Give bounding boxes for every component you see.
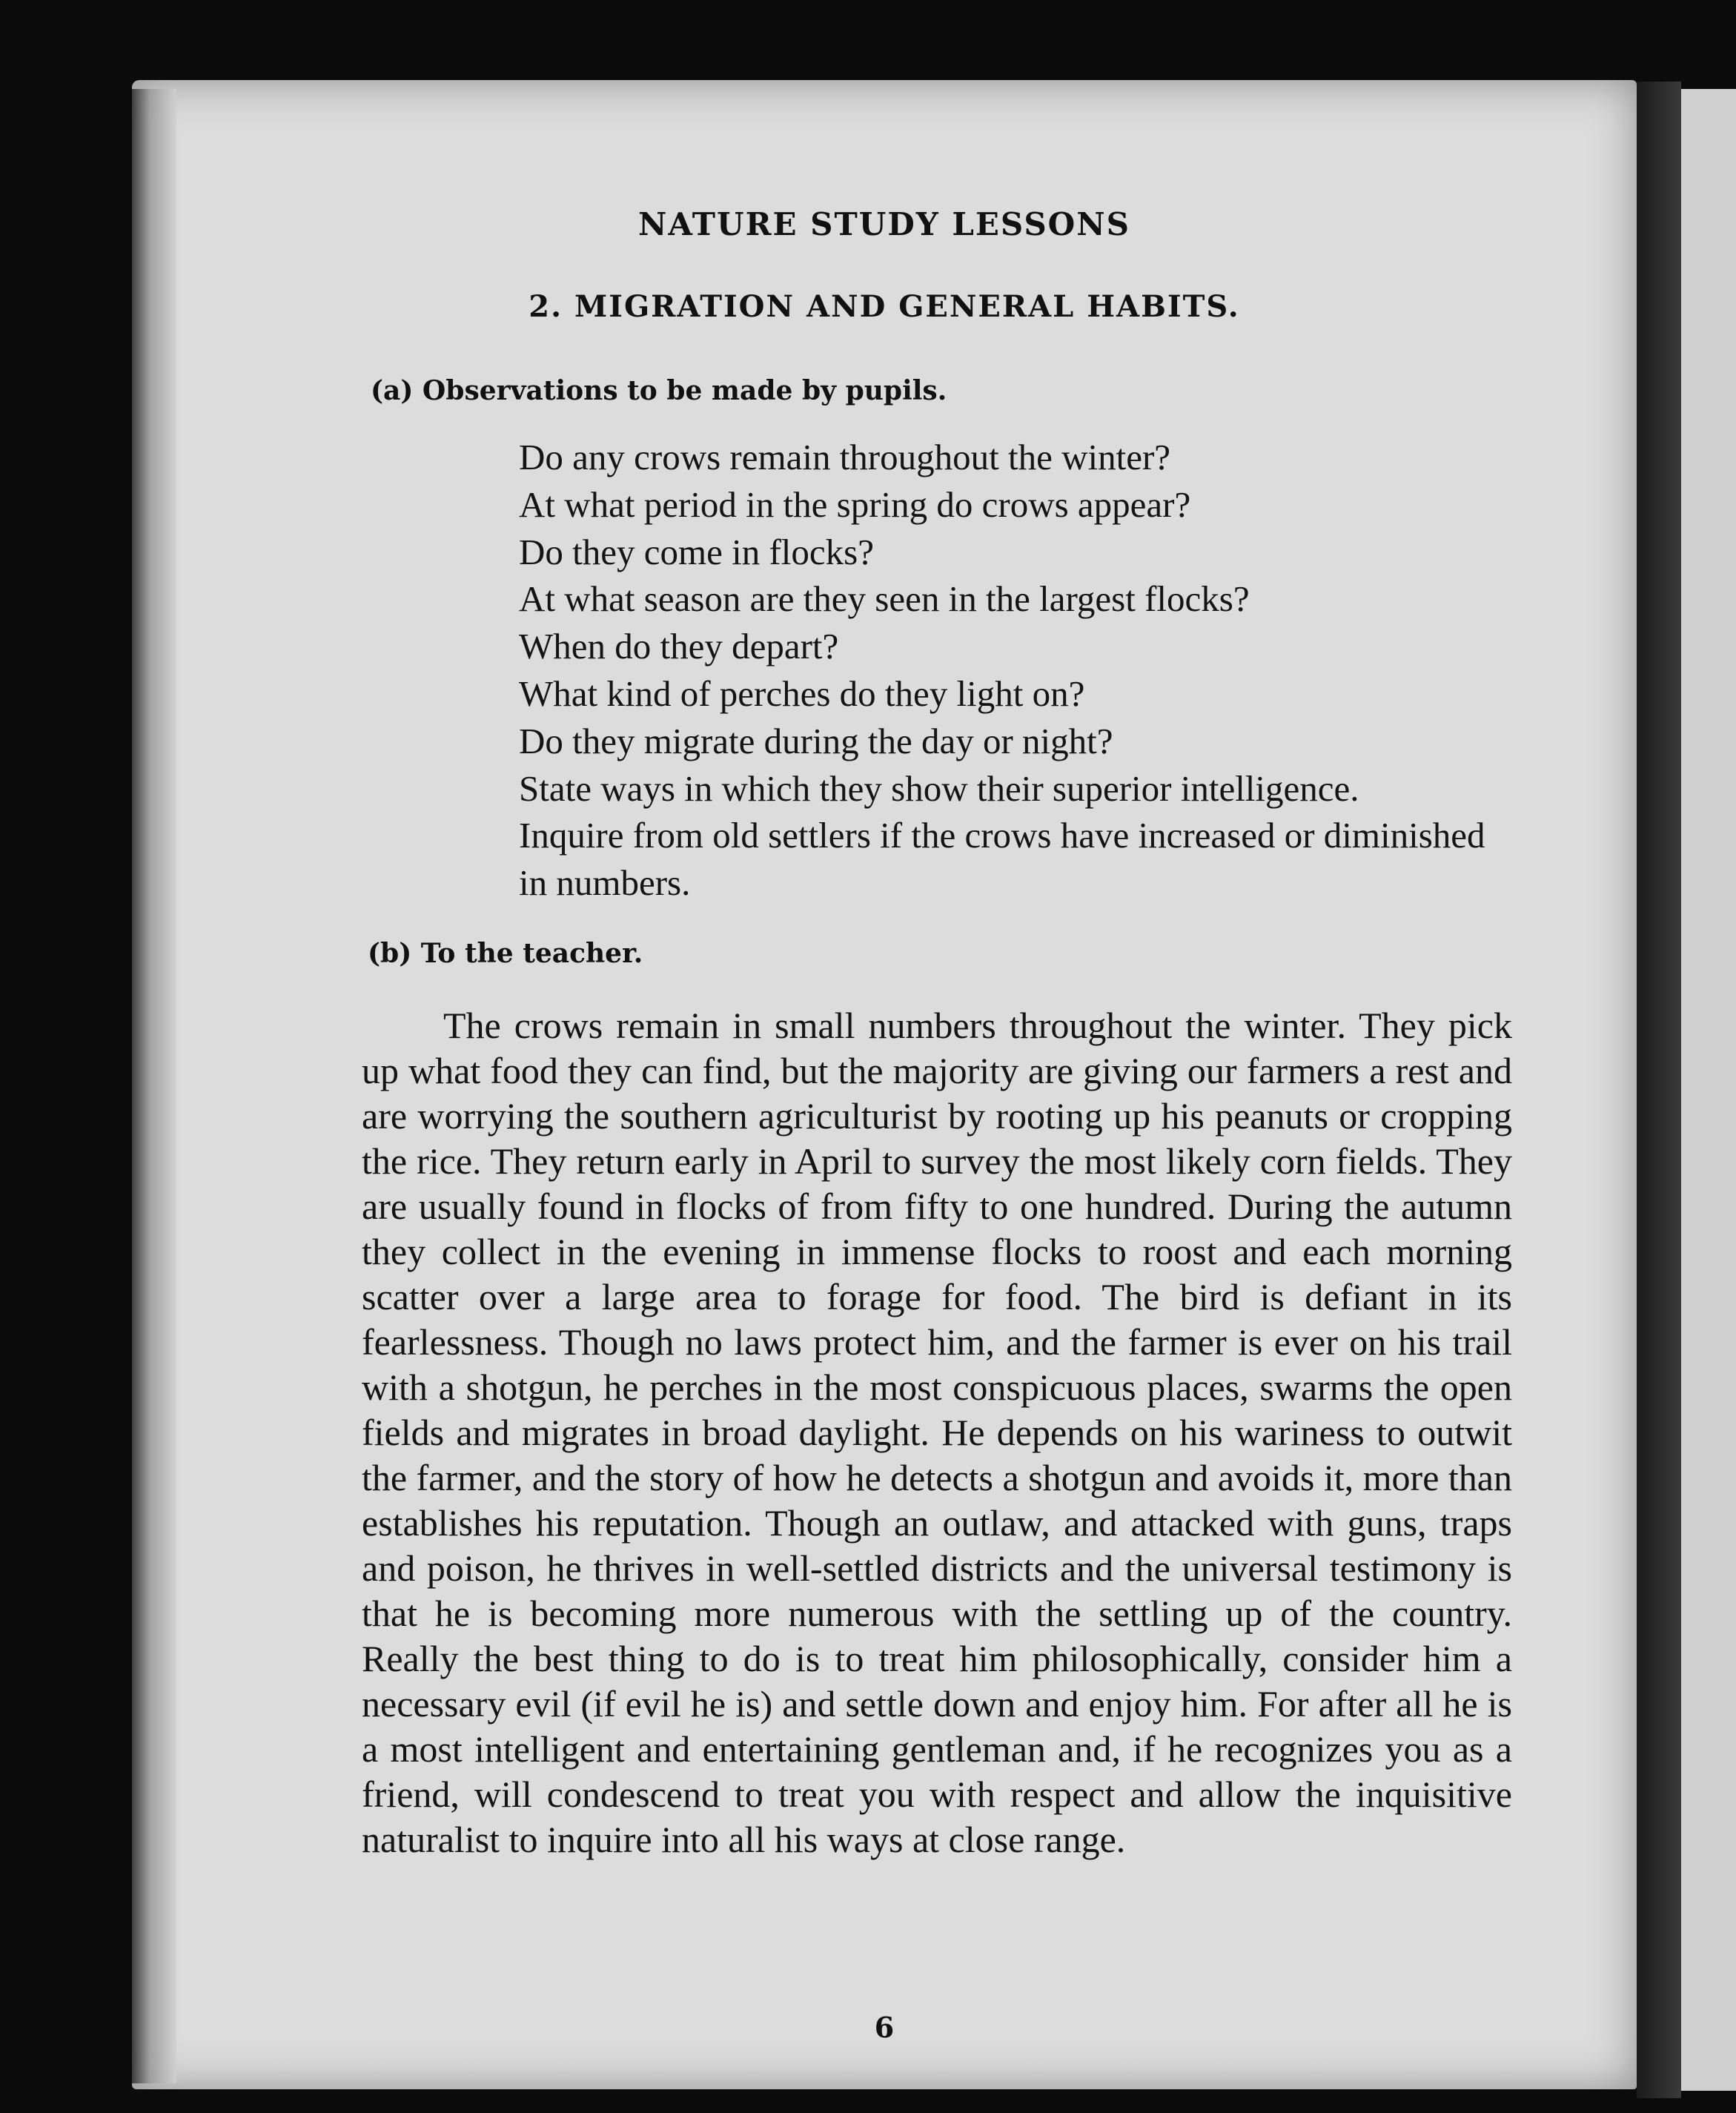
question-item: Do they come in flocks?	[519, 531, 874, 572]
observation-questions-list	[519, 434, 1512, 907]
question-item: When do they depart?	[519, 626, 839, 667]
subsection-a-heading: (a) Observations to be made by pupils.	[371, 375, 947, 406]
page-number: 6	[874, 2011, 895, 2044]
question-item: At what season are they seen in the largest flocks?	[519, 578, 1250, 620]
question-item: At what period in the spring do crows appear?	[519, 483, 1191, 525]
subsection-b-heading: (b) To the teacher.	[368, 938, 643, 969]
section-title: 2. MIGRATION AND GENERAL HABITS.	[529, 289, 1240, 324]
adjacent-page-edge	[1681, 89, 1736, 2091]
question-item: What kind of perches do they light on?	[519, 672, 1085, 714]
book-gutter-shadow	[1637, 82, 1681, 2098]
question-item: Do they migrate during the day or night?	[519, 720, 1113, 761]
question-item: Inquire from old settlers if the crows have increased or diminished in numbers.	[519, 815, 1485, 904]
page-binding-edge	[132, 89, 176, 2083]
question-item: Do any crows remain throughout the winter?	[519, 437, 1171, 477]
running-head: NATURE STUDY LESSONS	[638, 206, 1130, 242]
teacher-notes-paragraph: The crows remain in small numbers throughout the winter. They pick up what food they can find, but the majority are giving our farmers a rest and are worrying the southern agriculturist by rooting up his peanuts or cropping the rice. They return early in April to survey the most likely corn fields. They are usually found in flocks of from fifty to one hundred. During the autumn they collect in the evening in immense flocks to roost and each morning scatter over a large area to forage for food. The bird is defiant in its fearlessness. Though no laws protect him, and the farmer is ever on his trail with a shotgun, he perches in the most conspicuous places, swarms the open fields and migrates in broad daylight. He depends on his wariness to outwit the farmer, and the story of how he detects a shotgun and avoids it, more than establishes his reputation. Though an outlaw, and attacked with guns, traps and poison, he thrives in well-settled districts and the universal testimony is that he is becoming more numerous with the settling up of the country. Really the best thing to do is to treat him philosophically, consider him a necessary evil (if evil he is) and settle down and enjoy him. For after all he is a most intelligent and entertaining gentleman and, if he recognizes you as a friend, will condescend to treat you with respect and allow the inquisitive naturalist to inquire into all his ways at close range.	[362, 1005, 1512, 1860]
question-item: State ways in which they show their superior intelligence.	[519, 767, 1359, 809]
